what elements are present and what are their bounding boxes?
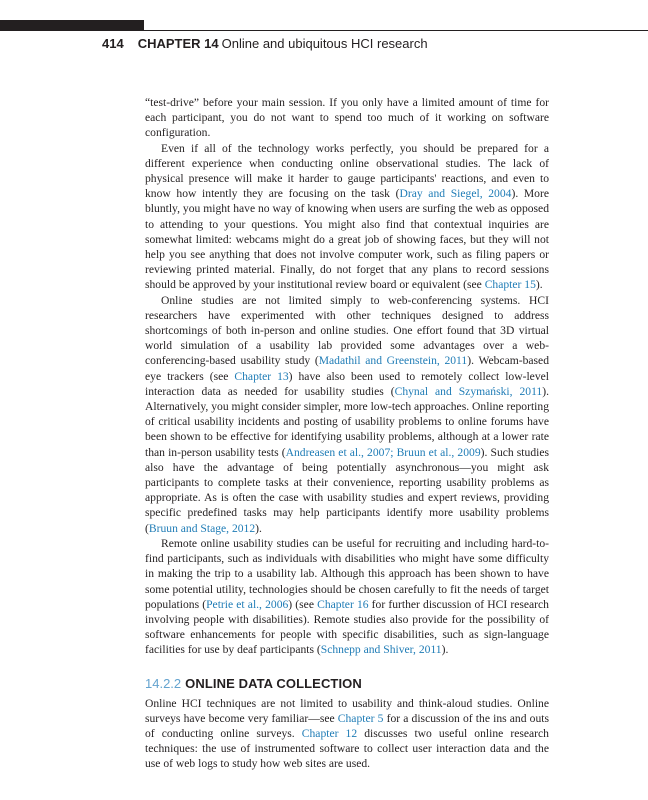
text-run: ) (see: [288, 597, 318, 611]
body-text: [145, 95, 549, 772]
paragraph-1: [145, 95, 549, 141]
text-run: “test-drive” before your main session. If you only have a limited amount of time for each participant, you do not want to spend too much of it working on software configuration.: [145, 96, 549, 140]
citation-link-bruun-stage[interactable]: Bruun and Stage, 2012: [148, 521, 256, 535]
citation-link-schnepp[interactable]: Schnepp and Shiver, 2011: [320, 643, 442, 657]
paragraph-2: [145, 141, 549, 293]
running-head: [102, 36, 428, 52]
header-bar: [0, 20, 144, 31]
text-run: ). Alternatively, you might consider simpler, more low-tech approaches. Online reporting of critical usability incidents and posting of usability problems to online forums have been shown to be effective for identifying usability problems, although at a lower rate than in-person usability tests (: [145, 384, 549, 459]
text-run: ) have also been used to remotely collect low-level interaction data as needed for usability studies (: [145, 369, 549, 398]
text-run: Online HCI techniques are not limited to usability and think-aloud studies. Online surveys have become very familiar—see: [145, 696, 549, 725]
paragraph-5: [145, 696, 549, 772]
paragraph-4: [145, 536, 549, 658]
text-run: Even if all of the technology works perfectly, you should be prepared for a different experience when conducting online observational studies. The lack of physical presence will make it harder to gauge participants' reactions, and even to know how intently they are focusing on the task (: [145, 141, 549, 201]
citation-link-andreasen-bruun[interactable]: Andreasen et al., 2007; Bruun et al., 2009: [285, 445, 481, 459]
section-title: ONLINE DATA COLLECTION: [185, 675, 362, 691]
text-run: ). More bluntly, you might have no way of knowing when users are surfing the web as opposed to attending to your questions. You might also find that contextual inquiries are somewhat limited: webcams might do a great job of showing faces, but they will not help you see anything that does not involve computer work, such as filing papers or reviewing printed material. Finally, do not forget that any plans to record sessions should be approved by your institutional review board or equivalent (see: [145, 187, 549, 292]
chapter-link-16[interactable]: Chapter 16: [317, 597, 369, 611]
chapter-link-13[interactable]: Chapter 13: [234, 369, 289, 383]
paragraph-3: [145, 293, 549, 536]
text-run: for a discussion of the ins and outs of conducting online surveys.: [145, 711, 549, 740]
text-run: ). Webcam-based eye trackers (see: [145, 354, 549, 383]
citation-link-dray-siegel[interactable]: Dray and Siegel, 2004: [399, 187, 512, 201]
text-run: for further discussion of HCI research involving people with disabilities). Remote studies also provide for the possibility of software enhancements for people with specific disabilities, such as sign-language facilities for use by deaf participants (: [145, 597, 549, 657]
chapter-link-5[interactable]: Chapter 5: [337, 711, 384, 725]
chapter-link-12[interactable]: Chapter 12: [301, 726, 358, 740]
page-number: 414: [102, 36, 124, 51]
chapter-label: CHAPTER 14: [137, 36, 219, 51]
citation-link-madathil[interactable]: Madathil and Greenstein, 2011: [318, 354, 468, 368]
chapter-link-15[interactable]: Chapter 15: [484, 278, 536, 292]
text-run: discusses two useful online research techniques: the use of instrumented software to collect user interaction data and the use of web logs to study how web sites are used.: [145, 726, 549, 771]
text-run: ).: [255, 521, 262, 535]
citation-link-petrie[interactable]: Petrie et al., 2006: [206, 597, 289, 611]
section-number: 14.2.2: [145, 675, 182, 691]
section-heading: [145, 676, 549, 692]
chapter-title: Online and ubiquitous HCI research: [221, 36, 428, 51]
text-run: Remote online usability studies can be useful for recruiting and including hard-to-find participants, such as individuals with disabilities who might have some difficulty in making the trip to a usability lab. Although this approach has been shown to have some potential utility, technologies should be chosen carefully to fit the needs of target populations (: [145, 536, 549, 611]
header-rule: [144, 30, 648, 31]
text-run: ).: [535, 278, 543, 292]
citation-link-chynal[interactable]: Chynal and Szymański, 2011: [394, 384, 543, 398]
text-run: Online studies are not limited simply to web-conferencing systems. HCI researchers have experimented with other techniques designed to address shortcomings of both in-person and online studies. One effort found that 3D virtual world simulation of a usability lab provided some advantages over a web-conferencing-based usability study (: [145, 293, 549, 368]
text-run: ).: [441, 643, 449, 657]
text-run: ). Such studies also have the advantage of being potentially asynchronous—you might ask participants to complete tasks at their convenience, reporting usability problems as appropriate. As is often the case with usability studies and expert reviews, providing specific predefined tasks may help participants identify more usability problems (: [145, 445, 550, 535]
